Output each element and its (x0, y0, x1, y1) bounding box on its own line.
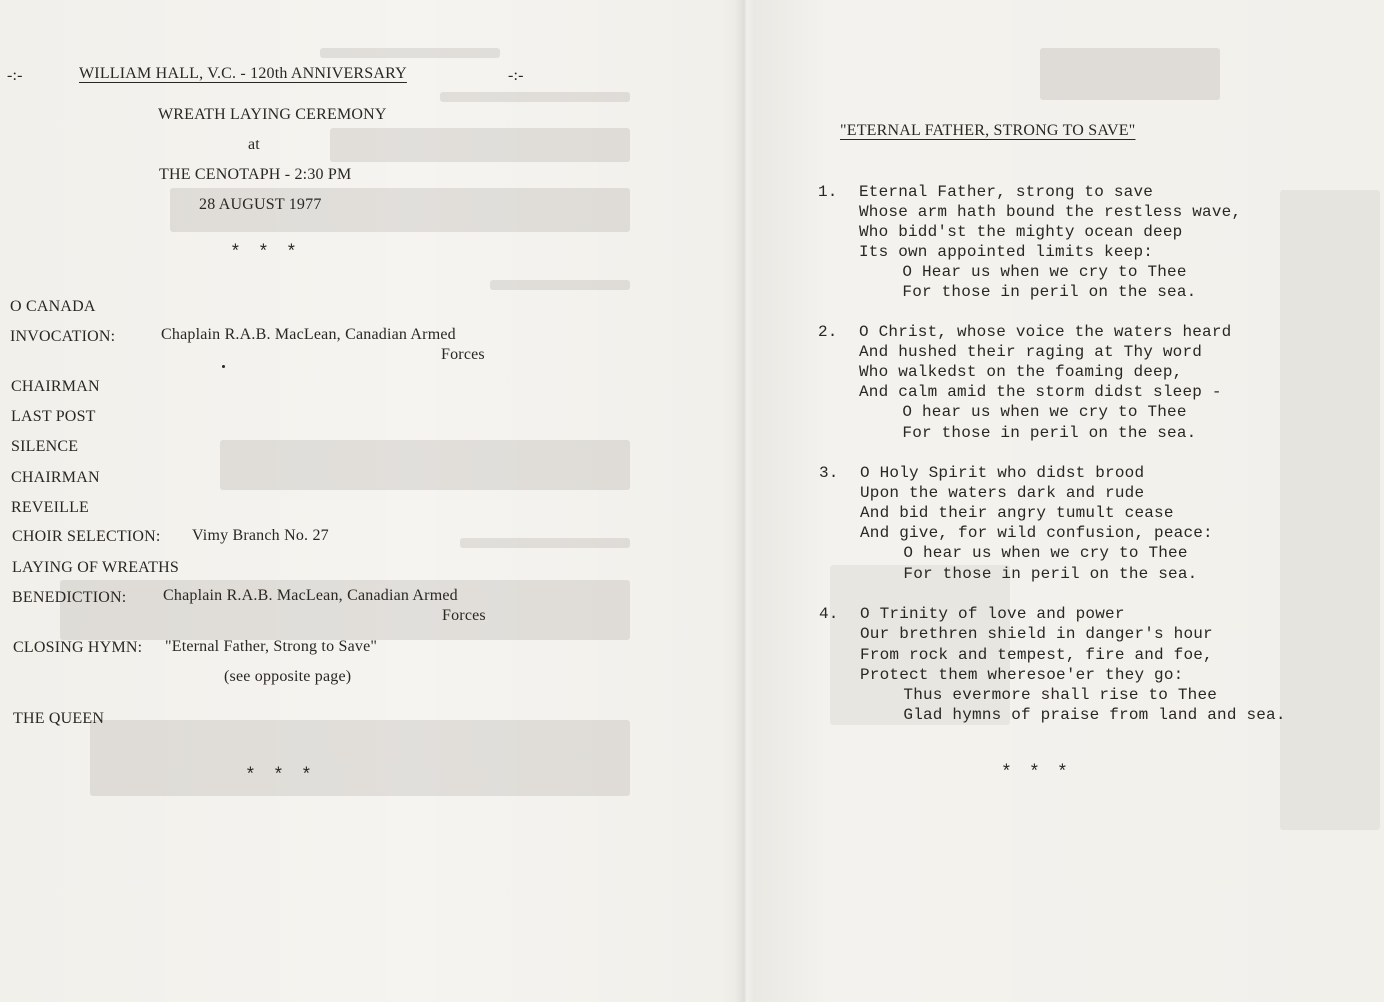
program-laying-wreaths: LAYING OF WREATHS (12, 559, 179, 576)
verse-line: And give, for wild confusion, peace: (860, 524, 1213, 542)
program-hymn-value: "Eternal Father, Strong to Save" (165, 638, 378, 655)
page-title: WILLIAM HALL, V.C. - 120th ANNIVERSARY (79, 65, 407, 82)
verse-line: Who walkedst on the foaming deep, (859, 363, 1183, 381)
ceremony-date: 28 AUGUST 1977 (199, 196, 322, 213)
program-benediction-value: Chaplain R.A.B. MacLean, Canadian Armed (163, 587, 458, 604)
verse-line: And calm amid the storm didst sleep - (859, 383, 1222, 401)
program-hymn-label: CLOSING HYMN: (13, 639, 143, 656)
program-hymn-note: (see opposite page) (224, 668, 352, 685)
verse-line: Its own appointed limits keep: (859, 243, 1154, 261)
program-invocation-label: INVOCATION: (10, 328, 116, 345)
verse-line: Upon the waters dark and rude (860, 484, 1145, 502)
ceremony-line-3: THE CENOTAPH - 2:30 PM (159, 166, 352, 183)
verse-line: O Trinity of love and power (860, 605, 1125, 623)
verse-line: And bid their angry tumult cease (860, 504, 1174, 522)
program-stars: * * * (245, 766, 313, 786)
program-invocation-value: Chaplain R.A.B. MacLean, Canadian Armed (161, 326, 456, 343)
verse-line: For those in peril on the sea. (873, 424, 1197, 442)
verse-number: 3. (819, 464, 839, 482)
verse-line: From rock and tempest, fire and foe, (860, 646, 1213, 664)
verse-line: Thus evermore shall rise to Thee (874, 686, 1218, 704)
program-last-post: LAST POST (11, 408, 96, 425)
program-reveille: REVEILLE (11, 499, 90, 516)
program-choir-label: CHOIR SELECTION: (12, 528, 161, 545)
verse-line: O hear us when we cry to Thee (874, 544, 1188, 562)
ceremony-line-2: at (248, 136, 260, 153)
verse-number: 1. (818, 183, 838, 201)
program-o-canada: O CANADA (10, 298, 96, 315)
program-the-queen: THE QUEEN (13, 710, 105, 727)
program-chairman-2: CHAIRMAN (11, 469, 100, 486)
verse-line: Protect them wheresoe'er they go: (860, 666, 1184, 684)
verse-line: Eternal Father, strong to save (859, 183, 1154, 201)
verse-line: For those in peril on the sea. (874, 565, 1198, 583)
verse-line: O Christ, whose voice the waters heard (859, 323, 1232, 341)
verse-line: Whose arm hath bound the restless wave, (859, 203, 1242, 221)
program-benediction-value-2: Forces (442, 607, 486, 624)
verse-line: And hushed their raging at Thy word (859, 343, 1203, 361)
header-dash-left: -:- (7, 67, 23, 84)
hymn-title: "ETERNAL FATHER, STRONG TO SAVE" (840, 122, 1136, 139)
ceremony-stars: * * * (230, 243, 298, 263)
verse-line: For those in peril on the sea. (873, 283, 1197, 301)
hymn-stars: * * * (1001, 763, 1069, 783)
program-benediction-label: BENEDICTION: (12, 589, 127, 606)
header-dash-right: -:- (508, 67, 524, 84)
program-chairman-1: CHAIRMAN (11, 378, 100, 395)
program-choir-value: Vimy Branch No. 27 (192, 527, 329, 544)
stray-mark (222, 365, 225, 368)
verse-line: O Hear us when we cry to Thee (873, 263, 1187, 281)
verse-line: Who bidd'st the mighty ocean deep (859, 223, 1183, 241)
verse-number: 4. (819, 605, 839, 623)
verse-line: O Holy Spirit who didst brood (860, 464, 1145, 482)
ceremony-line-1: WREATH LAYING CEREMONY (158, 106, 387, 123)
program-invocation-value-2: Forces (441, 346, 485, 363)
verse-line: Our brethren shield in danger's hour (860, 625, 1213, 643)
verse-line: Glad hymns of praise from land and sea. (874, 706, 1286, 724)
verse-line: O hear us when we cry to Thee (873, 403, 1187, 421)
program-silence: SILENCE (11, 438, 79, 455)
verse-number: 2. (818, 323, 838, 341)
